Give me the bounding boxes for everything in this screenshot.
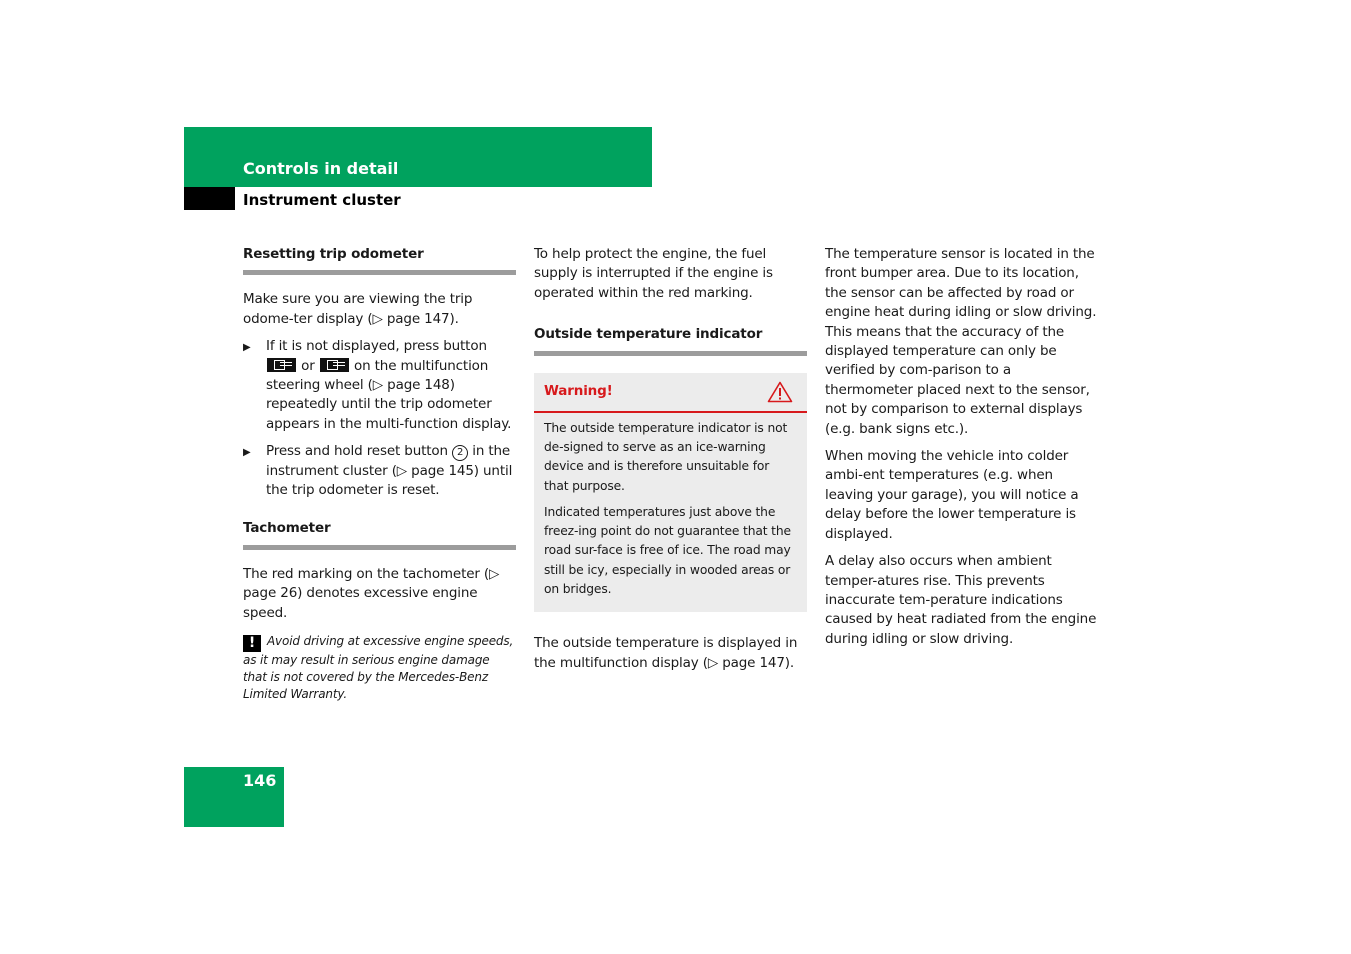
warning-header <box>534 373 807 413</box>
page-number: 146 <box>243 771 277 790</box>
tachometer-note-text: Avoid driving at excessive engine speeds, as it may result in serious engine damage that is not covered by the Mercedes-Benz Limited Warranty. <box>243 634 514 701</box>
heading-tachometer: Tachometer <box>243 519 516 549</box>
warning-paragraph-1: The outside temperature indicator is not de-signed to serve as an ice-warning device and is therefore unsuitable for that purpose. <box>544 420 788 493</box>
trip-step2-text-b: in the instrument cluster (▷ page 145) until the trip odometer is reset. <box>266 443 513 499</box>
trip-intro: Make sure you are viewing the trip odome-ter display (▷ page 147). <box>243 291 473 327</box>
column-right <box>825 245 1098 657</box>
heading-outside-temperature: Outside temperature indicator <box>534 325 807 355</box>
chapter-header-bar <box>184 127 652 187</box>
section-title: Instrument cluster <box>243 191 401 209</box>
triangle-right-icon: ▶ <box>243 447 251 459</box>
trip-step1-text-b: on the multifunction steering wheel (▷ page 148) repeatedly until the trip odometer appears in the multi-function display. <box>266 357 512 432</box>
temperature-display-text: The outside temperature is displayed in the multifunction display (▷ page 147). <box>534 635 798 671</box>
tachometer-note <box>243 633 516 702</box>
heading-resetting-trip-odometer: Resetting trip odometer <box>243 245 516 275</box>
colder-paragraph: When moving the vehicle into colder ambi-ent temperatures (e.g. when leaving your garage), you will notice a delay before the lower temperature is displayed. <box>825 448 1079 542</box>
warning-paragraph-2: Indicated temperatures just above the freez-ing point do not guarantee that the road sur-face is free of ice. The road may still be icy, especially in wooded areas or on bridges. <box>544 504 791 596</box>
list-item <box>243 442 516 500</box>
sensor-paragraph: The temperature sensor is located in the front bumper area. Due to its location, the sensor can be affected by road or engine heat during idling or slow driving. This means that the accuracy of the displayed temperature can only be verified by com-parison to a thermometer placed next to the sensor, not by comparison to external displays (e.g. bank signs etc.). <box>825 246 1097 437</box>
delay-paragraph: A delay also occurs when ambient temper-atures rise. This prevents inaccurate tem-perature indications caused by heat radiated from the engine during idling or slow driving. <box>825 553 1097 647</box>
list-item <box>243 337 516 434</box>
trip-step2-text-a: Press and hold reset button <box>266 443 448 460</box>
trip-step1-or: or <box>301 357 315 374</box>
reset-button-number: 2 <box>452 445 468 461</box>
display-button-icon <box>267 358 296 372</box>
fuel-supply-text: To help protect the engine, the fuel supply is interrupted if the engine is operated within the red marking. <box>534 246 773 301</box>
warning-triangle-icon <box>767 381 793 403</box>
chapter-title: Controls in detail <box>243 159 399 178</box>
warning-box <box>534 373 807 613</box>
column-middle <box>534 245 807 681</box>
display-button-icon <box>320 358 349 372</box>
warning-title: Warning! <box>544 382 613 399</box>
trip-step1-text-a: If it is not displayed, press button <box>266 338 487 355</box>
column-left <box>243 245 516 702</box>
section-marker <box>184 187 235 210</box>
triangle-right-icon: ▶ <box>243 342 251 354</box>
tachometer-text: The red marking on the tachometer (▷ page 26) denotes excessive engine speed. <box>243 565 500 621</box>
exclamation-icon: ! <box>243 635 261 652</box>
